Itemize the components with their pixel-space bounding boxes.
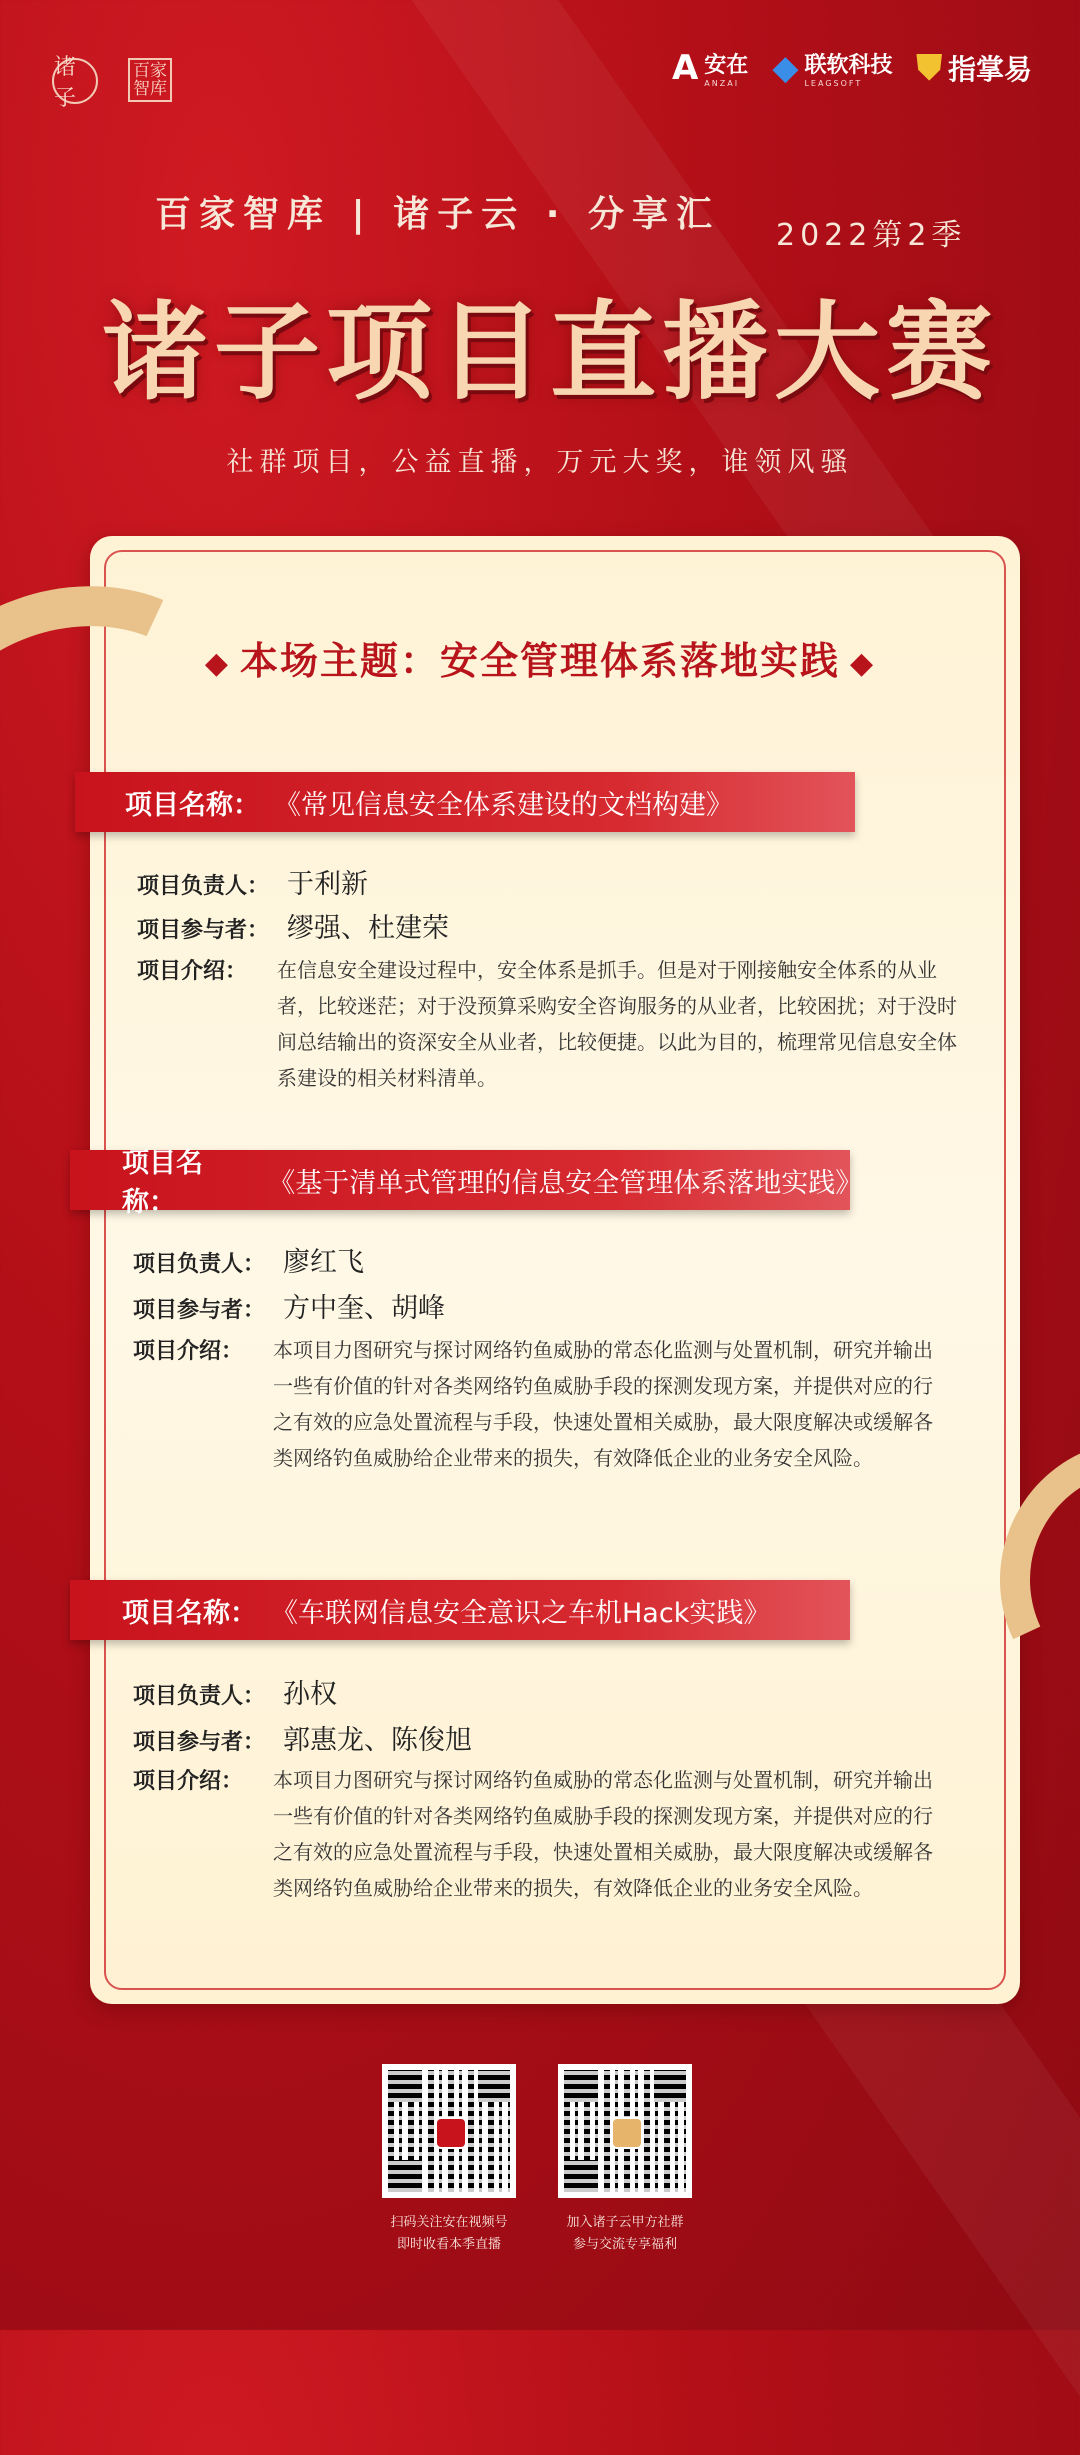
diamond-icon: ◆ (850, 646, 876, 681)
project-name: 《常见信息安全体系建设的文档构建》 (274, 789, 733, 821)
project-intro: 本项目力图研究与探讨网络钓鱼威胁的常态化监测与处置机制，研究并输出一些有价值的针对各类网络钓鱼威胁手段的探测发现方案，并提供对应的行之有效的应急处置流程与手段，快速处置相关威胁，最大限度解决或缓解各类网络钓鱼威胁给企业带来的损失，有效降低企业的业务安全风险。 (273, 1338, 933, 1470)
project-name: 《车联网信息安全意识之车机Hack实践》 (271, 1597, 771, 1629)
qr-caption-line: 即时收看本季直播 (396, 2237, 501, 2252)
leagsoft-sublabel: LEAGSOFT (804, 79, 863, 88)
slogan: 社群项目，公益直播，万元大奖，谁领风骚 (226, 447, 854, 478)
baijia-logo: 百家智库 (128, 58, 172, 102)
anzai-mark-icon: A (671, 48, 699, 88)
qr-caption-line: 加入诸子云甲方社群 (566, 2215, 684, 2230)
qr-code-zhuzi-community[interactable] (558, 2064, 692, 2198)
project-leader-row (133, 1240, 364, 1279)
leader-value: 于利新 (287, 869, 368, 900)
leagsoft-label: 联软科技 (804, 53, 893, 78)
project-leader-row (133, 1672, 337, 1711)
intro-label: 项目介绍： (133, 1769, 244, 1794)
project-participants-row (133, 1718, 472, 1757)
participants-label: 项目参与者： (133, 1730, 266, 1755)
zhizhangyi-label: 指掌易 (947, 53, 1032, 86)
zhuzi-logo: 诸子 (52, 58, 98, 104)
leader-value: 孙权 (283, 1679, 337, 1710)
qr-caption (349, 2212, 549, 2256)
shield-icon: ⛊ (916, 48, 942, 88)
leagsoft-diamond-icon: ◆ (772, 48, 799, 88)
participants-label: 项目参与者： (137, 918, 270, 943)
participants-value: 郭惠龙、陈俊旭 (283, 1725, 472, 1756)
project-title-bar (70, 1148, 863, 1218)
project-title-bar (70, 1580, 850, 1640)
zhizhangyi-logo (916, 48, 1032, 88)
leader-label: 项目负责人： (133, 1684, 266, 1709)
qr-logo-icon (611, 2117, 643, 2149)
participants-label: 项目参与者： (133, 1298, 266, 1323)
anzai-label: 安在 (704, 53, 749, 78)
project-intro-row (133, 1334, 283, 1365)
leader-value: 廖红飞 (283, 1247, 364, 1278)
intro-label: 项目介绍： (137, 959, 248, 984)
project-name-label: 项目名称： (122, 1597, 257, 1629)
project-leader-row (137, 862, 368, 901)
project-intro: 本项目力图研究与探讨网络钓鱼威胁的常态化监测与处置机制，研究并输出一些有价值的针对各类网络钓鱼威胁手段的探测发现方案，并提供对应的行之有效的应急处置流程与手段，快速处置相关威胁，最大限度解决或缓解各类网络钓鱼威胁给企业带来的损失，有效降低企业的业务安全风险。 (273, 1768, 933, 1900)
project-name-label: 项目名称： (122, 1148, 203, 1218)
diamond-icon: ◆ (204, 646, 230, 681)
leader-label: 项目负责人： (137, 874, 270, 899)
qr-logo-icon (435, 2117, 467, 2149)
qr-caption (525, 2212, 725, 2256)
session-theme (0, 630, 1080, 685)
qr-code-anzai-video[interactable] (382, 2064, 516, 2198)
project-intro: 在信息安全建设过程中，安全体系是抓手。但是对于刚接触安全体系的从业者，比较迷茫；对于没预算采购安全咨询服务的从业者，比较困扰；对于没时间总结输出的资深安全从业者，比较便捷。以此为目的，梳理常见信息安全体系建设的相关材料清单。 (277, 958, 957, 1090)
participants-value: 方中奎、胡峰 (283, 1293, 445, 1324)
season-label: 2022第2季 (776, 218, 967, 253)
session-theme-text: 本场主题：安全管理体系落地实践 (239, 639, 840, 683)
event-subtitle: 百家智库 | 诸子云 · 分享汇 (155, 194, 720, 235)
project-participants-row (137, 906, 449, 945)
intro-label: 项目介绍： (133, 1339, 244, 1364)
project-intro-row (133, 1764, 283, 1795)
page-title: 诸子项目直播大赛 (102, 289, 998, 414)
project-participants-row (133, 1286, 445, 1325)
anzai-logo (672, 48, 748, 88)
project-title-bar (75, 772, 855, 832)
qr-caption-line: 扫码关注安在视频号 (390, 2215, 508, 2230)
project-name-label: 项目名称： (125, 789, 260, 821)
leader-label: 项目负责人： (133, 1252, 266, 1277)
anzai-sublabel: ANZAI (704, 79, 740, 88)
qr-caption-line: 参与交流专享福利 (572, 2237, 677, 2252)
sponsor-logos (672, 48, 1032, 88)
project-name: 《基于清单式管理的信息安全管理体系落地实践》 (268, 1167, 863, 1199)
participants-value: 缪强、杜建荣 (287, 913, 449, 944)
leagsoft-logo (772, 48, 892, 88)
project-intro-row (137, 954, 287, 985)
